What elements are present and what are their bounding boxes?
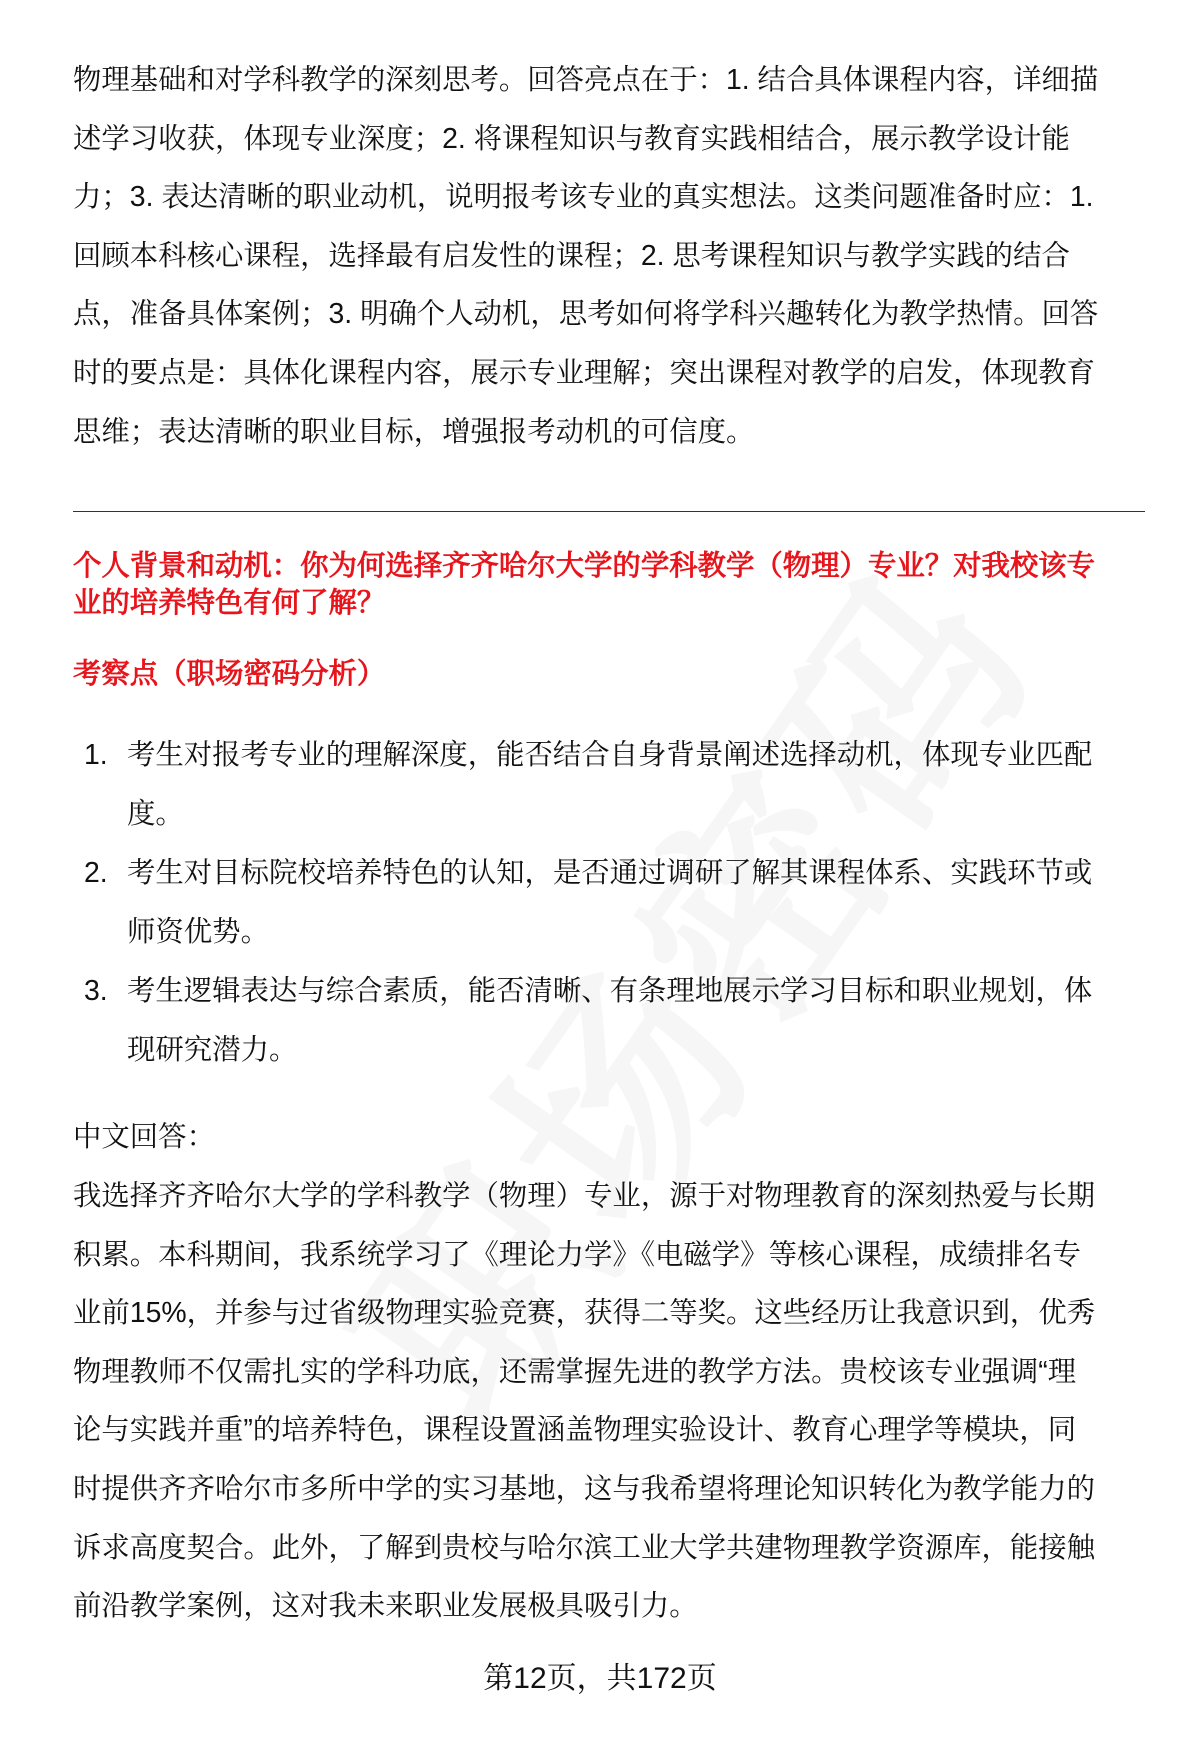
text-line: 考生对报考专业的理解深度，能否结合自身背景阐述选择动机，体现专业匹配 xyxy=(127,739,1093,771)
text-line: 考生对目标院校培养特色的认知，是否通过调研了解其课程体系、实践环节或 xyxy=(127,857,1093,889)
list-number: 2. xyxy=(84,857,108,889)
section-divider xyxy=(73,511,1145,512)
text-line: 论与实践并重”的培养特色，课程设置涵盖物理实验设计、教育心理学等模块，同 xyxy=(73,1414,1077,1447)
answer-label-text: 中文回答： xyxy=(73,1121,215,1153)
page-number: 第12页，共172页 xyxy=(483,1662,717,1695)
text-line: 现研究潜力。 xyxy=(127,1033,298,1066)
text-line: 师资优势。 xyxy=(127,915,269,948)
text-line: 力；3. 表达清晰的职业动机，说明报考该专业的真实想法。这类问题准备时应：1. xyxy=(73,181,1094,214)
question-title xyxy=(73,548,1143,622)
list-number: 1. xyxy=(84,739,108,771)
text-line: 业前15%，并参与过省级物理实验竞赛，获得二等奖。这些经历让我意识到，优秀 xyxy=(73,1297,1096,1330)
text-line: 回顾本科核心课程，选择最有启发性的课程；2. 思考课程知识与教学实践的结合 xyxy=(73,239,1070,272)
text-line: 物理教师不仅需扎实的学科功底，还需掌握先进的教学方法。贵校该专业强调“理 xyxy=(73,1355,1077,1388)
intro-paragraph xyxy=(73,51,1143,461)
text-line: 我选择齐齐哈尔大学的学科教学（物理）专业，源于对物理教育的深刻热爱与长期 xyxy=(73,1180,1096,1212)
answer-label xyxy=(73,1108,1143,1167)
text-line: 时提供齐齐哈尔市多所中学的实习基地，这与我希望将理论知识转化为教学能力的 xyxy=(73,1472,1096,1505)
text-line: 述学习收获，体现专业深度；2. 将课程知识与教育实践相结合，展示教学设计能 xyxy=(73,122,1070,155)
text-line: 业的培养特色有何了解？ xyxy=(73,587,386,619)
text-line: 诉求高度契合。此外，了解到贵校与哈尔滨工业大学共建物理教学资源库，能接触 xyxy=(73,1531,1096,1564)
text-line: 积累。本科期间，我系统学习了《理论力学》《电磁学》等核心课程，成绩排名专 xyxy=(73,1238,1081,1271)
text-line: 度。 xyxy=(127,797,184,830)
text-line: 思维；表达清晰的职业目标，增强报考动机的可信度。 xyxy=(73,415,755,448)
text-line: 前沿教学案例，这对我未来职业发展极具吸引力。 xyxy=(73,1590,698,1623)
analysis-heading-text: 考察点（职场密码分析） xyxy=(73,658,386,690)
list-number: 3. xyxy=(84,975,108,1007)
text-line: 时的要点是：具体化课程内容，展示专业理解；突出课程对教学的启发，体现教育 xyxy=(73,356,1096,389)
text-line: 点，准备具体案例；3. 明确个人动机，思考如何将学科兴趣转化为教学热情。回答 xyxy=(73,298,1099,331)
text-line: 物理基础和对学科教学的深刻思考。回答亮点在于：1. 结合具体课程内容，详细描 xyxy=(73,64,1099,96)
text-line: 个人背景和动机：你为何选择齐齐哈尔大学的学科教学（物理）专业？对我校该专 xyxy=(73,550,1096,582)
answer-paragraph xyxy=(73,1167,1143,1636)
text-line: 考生逻辑表达与综合素质，能否清晰、有条理地展示学习目标和职业规划，体 xyxy=(127,975,1093,1007)
analysis-heading xyxy=(73,656,1143,693)
